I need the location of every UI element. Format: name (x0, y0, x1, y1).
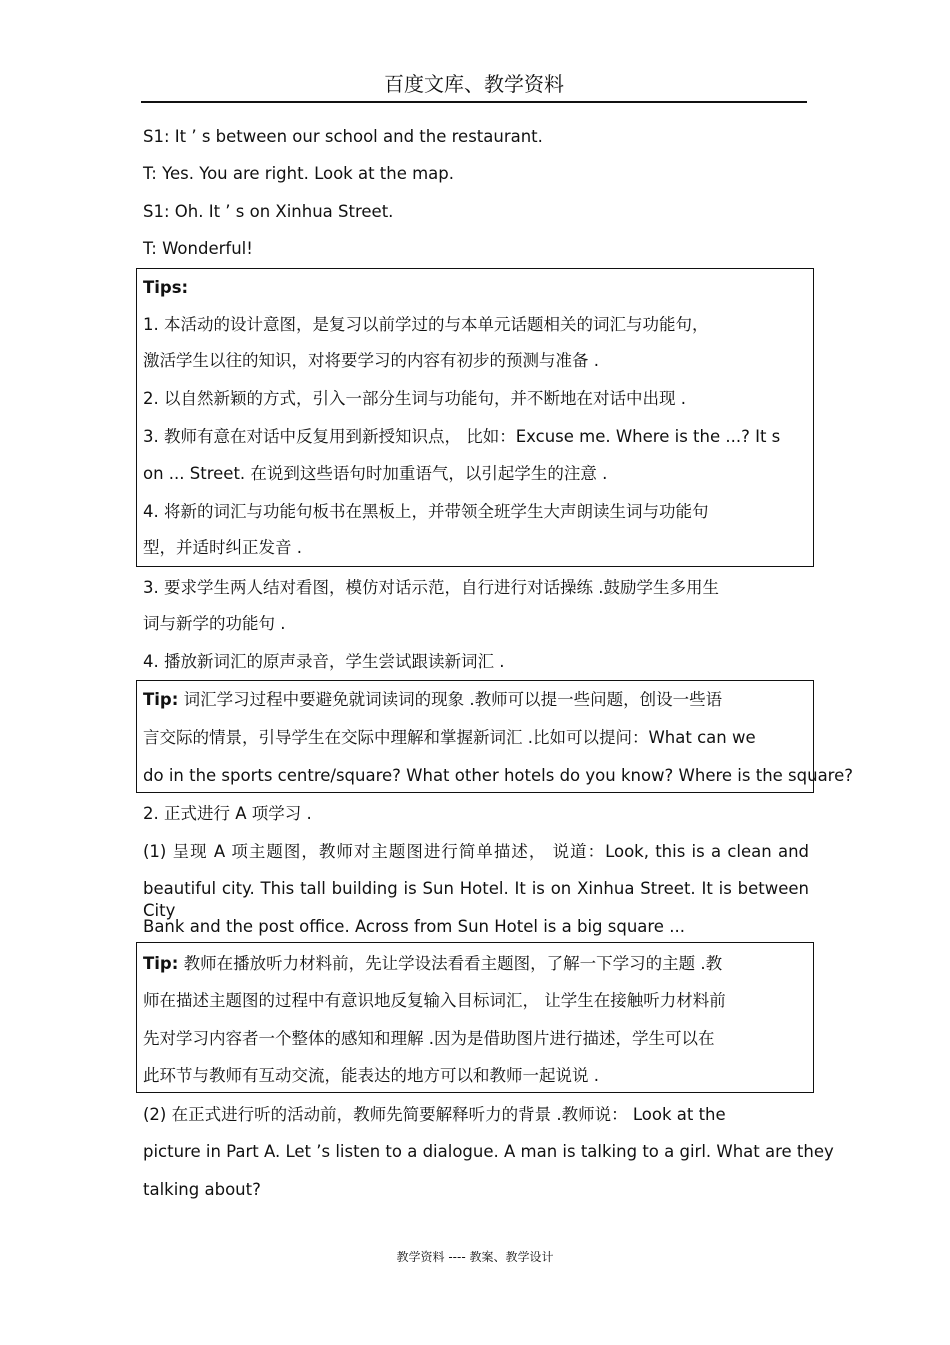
tip-label: Tip: (143, 690, 179, 709)
tips-line: 2. 以自然新颖的方式，引入一部分生词与功能句，并不断地在对话中出现 . (143, 389, 686, 408)
tip-line: 此环节与教师有互动交流，能表达的地方可以和教师一起说说 . (143, 1066, 599, 1085)
tips-box (136, 268, 814, 567)
tips-line: 激活学生以往的知识，对将要学习的内容有初步的预测与准备 . (143, 351, 599, 370)
step-line: 3. 要求学生两人结对看图，模仿对话示范，自行进行对话操练 .鼓励学生多用生 (143, 578, 719, 597)
page-footer: 教学资料 ---- 教案、教学设计 (396, 1250, 554, 1264)
step-line: picture in Part A. Let ’s listen to a dialogue. A man is talking to a girl. What are they (143, 1142, 834, 1161)
tips-line: 3. 教师有意在对话中反复用到新授知识点， 比如：Excuse me. Where is the ...? It s (143, 427, 781, 446)
step-line: 2. 正式进行 A 项学习 . (143, 804, 312, 823)
step-line: 4. 播放新词汇的原声录音，学生尝试跟读新词汇 . (143, 652, 505, 671)
tip-line: do in the sports centre/square? What other hotels do you know? Where is the square? (143, 766, 854, 785)
header-divider (141, 101, 807, 103)
page-header-title: 百度文库、教学资料 (384, 72, 564, 96)
tips-line: on ... Street. 在说到这些语句时加重语气，以引起学生的注意 . (143, 464, 608, 483)
dialogue-line: T: Wonderful! (143, 239, 253, 258)
step-line: (2) 在正式进行听的活动前，教师先简要解释听力的背景 .教师说： Look at the (143, 1105, 726, 1124)
tip-line: 先对学习内容者一个整体的感知和理解 .因为是借助图片进行描述，学生可以在 (143, 1029, 715, 1048)
tips-line: 4. 将新的词汇与功能句板书在黑板上，并带领全班学生大声朗读生词与功能句 (143, 502, 709, 521)
tip-text: 词汇学习过程中要避免就词读词的现象 .教师可以提一些问题，创设一些语 (178, 690, 723, 709)
tips-line: 型，并适时纠正发音 . (143, 538, 302, 557)
tip-box-vocabulary (136, 680, 854, 793)
dialogue-line: S1: Oh. It ’ s on Xinhua Street. (143, 202, 394, 221)
step-line: beautiful city. This tall building is Sun Hotel. It is on Xinhua Street. It is between City (143, 879, 809, 920)
dialogue-line: T: Yes. You are right. Look at the map. (143, 164, 455, 183)
tip-line: 言交际的情景，引导学生在交际中理解和掌握新词汇 .比如可以提问：What can we (143, 728, 756, 747)
tips-heading: Tips: (143, 278, 189, 297)
step-line: (1) 呈现 A 项主题图，教师对主题图进行简单描述， 说道：Look, this is a clean and (143, 842, 809, 861)
step-line: Bank and the post office. Across from Sun Hotel is a big square ... (143, 917, 685, 936)
step-line: talking about? (143, 1180, 261, 1199)
tip-box-listening (136, 942, 814, 1093)
tip-line (143, 689, 722, 711)
tips-line: 1. 本活动的设计意图，是复习以前学过的与本单元话题相关的词汇与功能句， (143, 315, 709, 334)
tip-line: 师在描述主题图的过程中有意识地反复输入目标词汇， 让学生在接触听力材料前 (143, 991, 726, 1010)
tip-text: 教师在播放听力材料前，先让学设法看看主题图，了解一下学习的主题 .教 (178, 954, 723, 973)
tip-label: Tip: (143, 954, 179, 973)
step-line: 词与新学的功能句 . (143, 614, 286, 633)
dialogue-line: S1: It ’ s between our school and the restaurant. (143, 127, 543, 146)
tip-line (143, 953, 722, 975)
